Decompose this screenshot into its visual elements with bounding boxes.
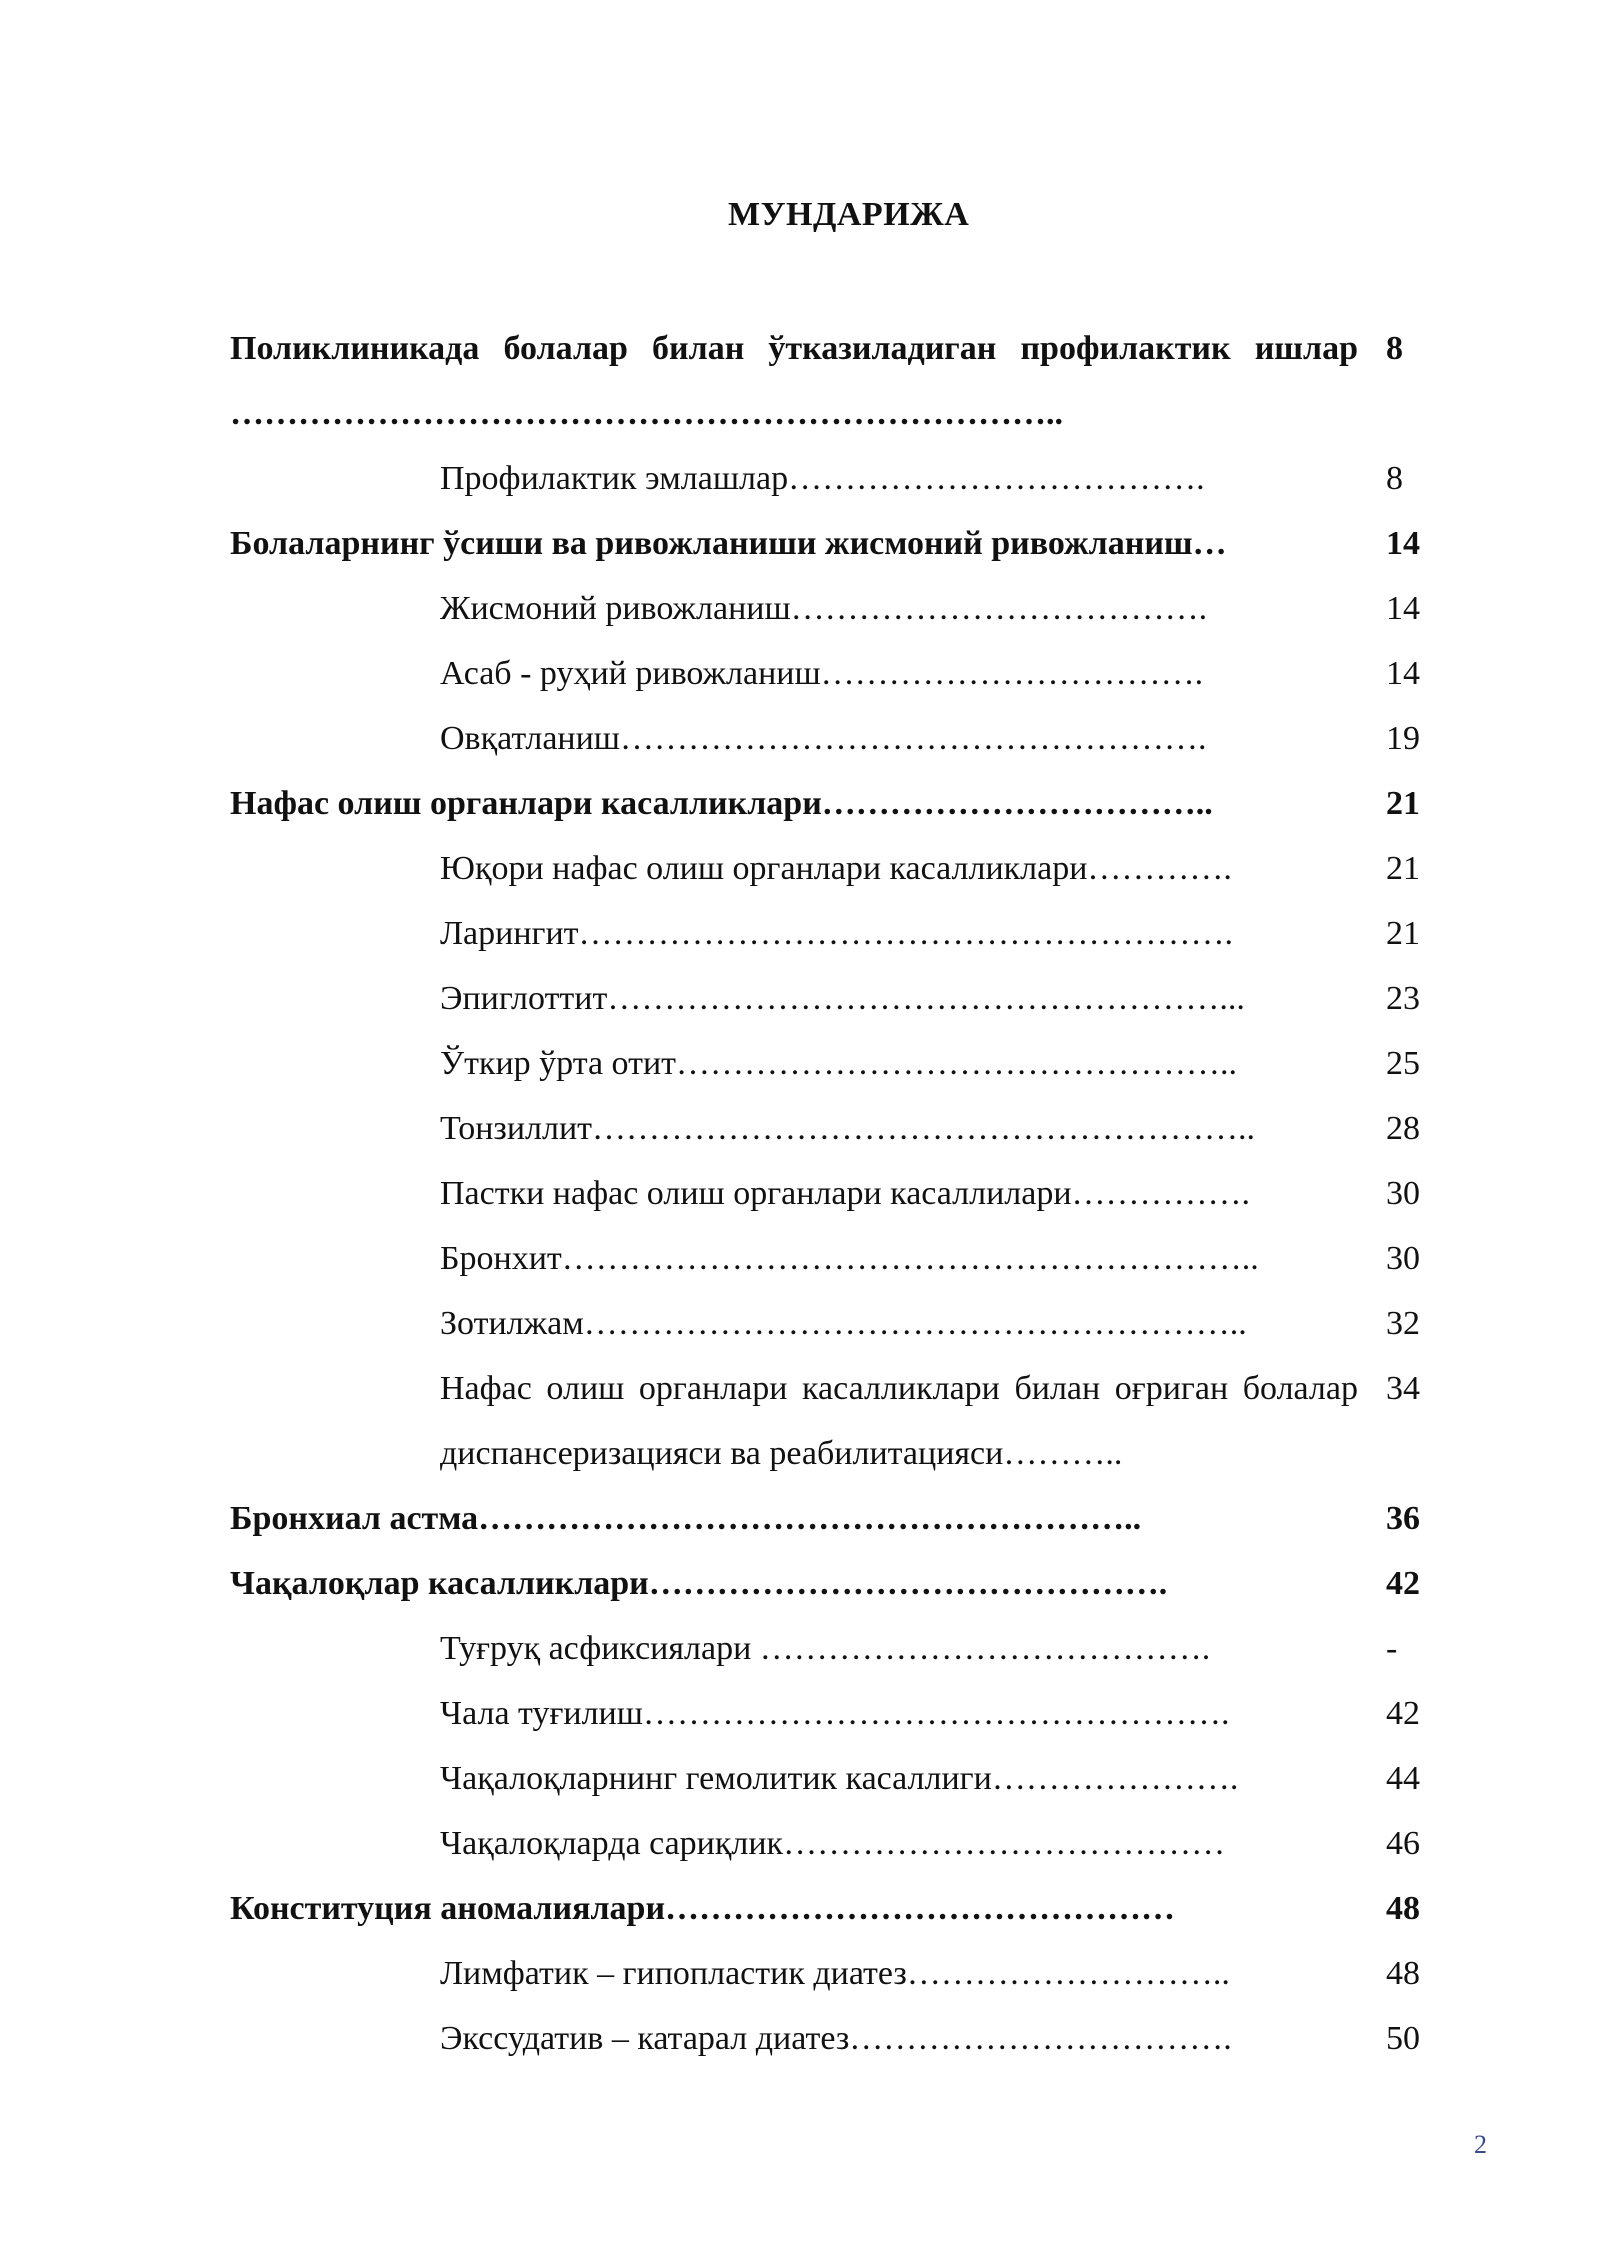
toc-entry-text: Юқори нафас олиш органлари касалликлари…………. — [440, 850, 1232, 887]
toc-entry — [230, 1031, 1430, 1096]
toc-entry-page: 48 — [1386, 1890, 1420, 1927]
toc-entry-page: 25 — [1386, 1045, 1420, 1082]
toc-entry-page: 32 — [1386, 1305, 1420, 1342]
toc-entry-text: Тонзиллит………………………………………………….. — [440, 1110, 1256, 1147]
toc-entry-text: Чақалоқларнинг гемолитик касаллиги…………………. — [440, 1760, 1239, 1797]
toc-entry-page: 21 — [1386, 915, 1420, 952]
toc-entry-page: 34 — [1386, 1370, 1420, 1407]
toc-entry — [230, 576, 1430, 641]
toc-entry — [230, 1551, 1430, 1616]
toc-entry-text: Ларингит…………………………………………………. — [440, 915, 1234, 952]
toc-entry-text: Чала туғилиш……………………………………………. — [440, 1695, 1230, 1732]
toc-entry — [230, 836, 1430, 901]
toc-entry — [230, 1161, 1430, 1226]
toc-entry-text: Профилактик эмлашлар………………………………. — [440, 460, 1205, 497]
table-of-contents — [230, 316, 1430, 2071]
toc-entry-text: Поликлиникада болалар билан ўтказиладиган профилактик ишлар ……………………………………………………………….. — [230, 330, 1358, 432]
toc-entry-text: Ўткир ўрта отит………………………………………….. — [440, 1045, 1238, 1082]
page-number: 2 — [1474, 2130, 1487, 2159]
toc-entry — [230, 1486, 1430, 1551]
toc-entry-text: Жисмоний ривожланиш………………………………. — [440, 590, 1208, 627]
toc-entry-page: - — [1386, 1630, 1398, 1667]
toc-entry-page: 42 — [1386, 1695, 1420, 1732]
toc-entry-page: 46 — [1386, 1825, 1420, 1862]
toc-entry — [230, 1291, 1430, 1356]
toc-entry-page: 8 — [1386, 460, 1403, 497]
toc-entry-text: Чақалоқларда сариқлик………………………………… — [440, 1825, 1226, 1862]
toc-entry — [230, 1876, 1430, 1941]
toc-entry — [230, 901, 1430, 966]
toc-entry-page: 21 — [1386, 785, 1420, 822]
toc-entry-text: Овқатланиш……………………………………………. — [440, 720, 1207, 757]
toc-entry-page: 14 — [1386, 655, 1420, 692]
toc-entry-page: 30 — [1386, 1240, 1420, 1277]
toc-entry-text: Болаларнинг ўсиши ва ривожланиши жисмоний ривожланиш… — [230, 525, 1227, 562]
toc-entry-page: 48 — [1386, 1955, 1420, 1992]
toc-entry-text: Чақалоқлар касалликлари………………………………………. — [230, 1565, 1168, 1602]
toc-entry-page: 23 — [1386, 980, 1420, 1017]
toc-entry-page: 36 — [1386, 1500, 1420, 1537]
toc-entry — [230, 706, 1430, 771]
toc-entry-text: Бронхиал астма………………………………………………….. — [230, 1500, 1142, 1537]
toc-entry — [230, 1096, 1430, 1161]
toc-entry-page: 8 — [1386, 330, 1403, 367]
toc-entry-text: Экссудатив – катарал диатез……………………………. — [440, 2020, 1232, 2057]
toc-entry-page: 50 — [1386, 2020, 1420, 2057]
toc-entry-page: 28 — [1386, 1110, 1420, 1147]
toc-entry — [230, 446, 1430, 511]
page-title: МУНДАРИЖА — [728, 196, 970, 233]
toc-entry — [230, 1226, 1430, 1291]
toc-entry — [230, 966, 1430, 1031]
toc-entry-text: Нафас олиш органлари касалликлари…………………………….. — [230, 785, 1213, 822]
toc-entry-text: Лимфатик – гипопластик диатез……………………….. — [440, 1955, 1230, 1992]
toc-entry-text: Конституция аномалиялари……………………………………… — [230, 1890, 1176, 1927]
toc-entry-page: 42 — [1386, 1565, 1420, 1602]
toc-entry — [230, 316, 1430, 446]
toc-entry-page: 14 — [1386, 590, 1420, 627]
toc-entry-text: Асаб - руҳий ривожланиш……………………………. — [440, 655, 1204, 692]
toc-entry-page: 14 — [1386, 525, 1420, 562]
toc-entry — [230, 1811, 1430, 1876]
toc-entry-text: Бронхит…………………………………………………….. — [440, 1240, 1259, 1277]
toc-entry-text: Туғруқ асфиксиялари …………………………………. — [440, 1630, 1211, 1667]
toc-entry-page: 21 — [1386, 850, 1420, 887]
toc-entry-text: Нафас олиш органлари касалликлари билан оғриган болалар диспансеризацияси ва реабилитацияси……….. — [440, 1370, 1358, 1472]
toc-entry — [230, 641, 1430, 706]
toc-entry — [230, 1681, 1430, 1746]
toc-entry — [230, 1616, 1430, 1681]
toc-entry — [230, 1746, 1430, 1811]
toc-entry-text: Зотилжам………………………………………………….. — [440, 1305, 1247, 1342]
toc-entry — [230, 771, 1430, 836]
toc-entry — [230, 1941, 1430, 2006]
toc-entry — [230, 2006, 1430, 2071]
toc-entry-text: Пастки нафас олиш органлари касаллилари……………. — [440, 1175, 1251, 1212]
toc-entry — [230, 511, 1430, 576]
toc-entry-page: 30 — [1386, 1175, 1420, 1212]
toc-entry-page: 19 — [1386, 720, 1420, 757]
toc-entry — [230, 1356, 1430, 1486]
toc-entry-text: Эпиглоттит………………………………………………... — [440, 980, 1245, 1017]
toc-entry-page: 44 — [1386, 1760, 1420, 1797]
